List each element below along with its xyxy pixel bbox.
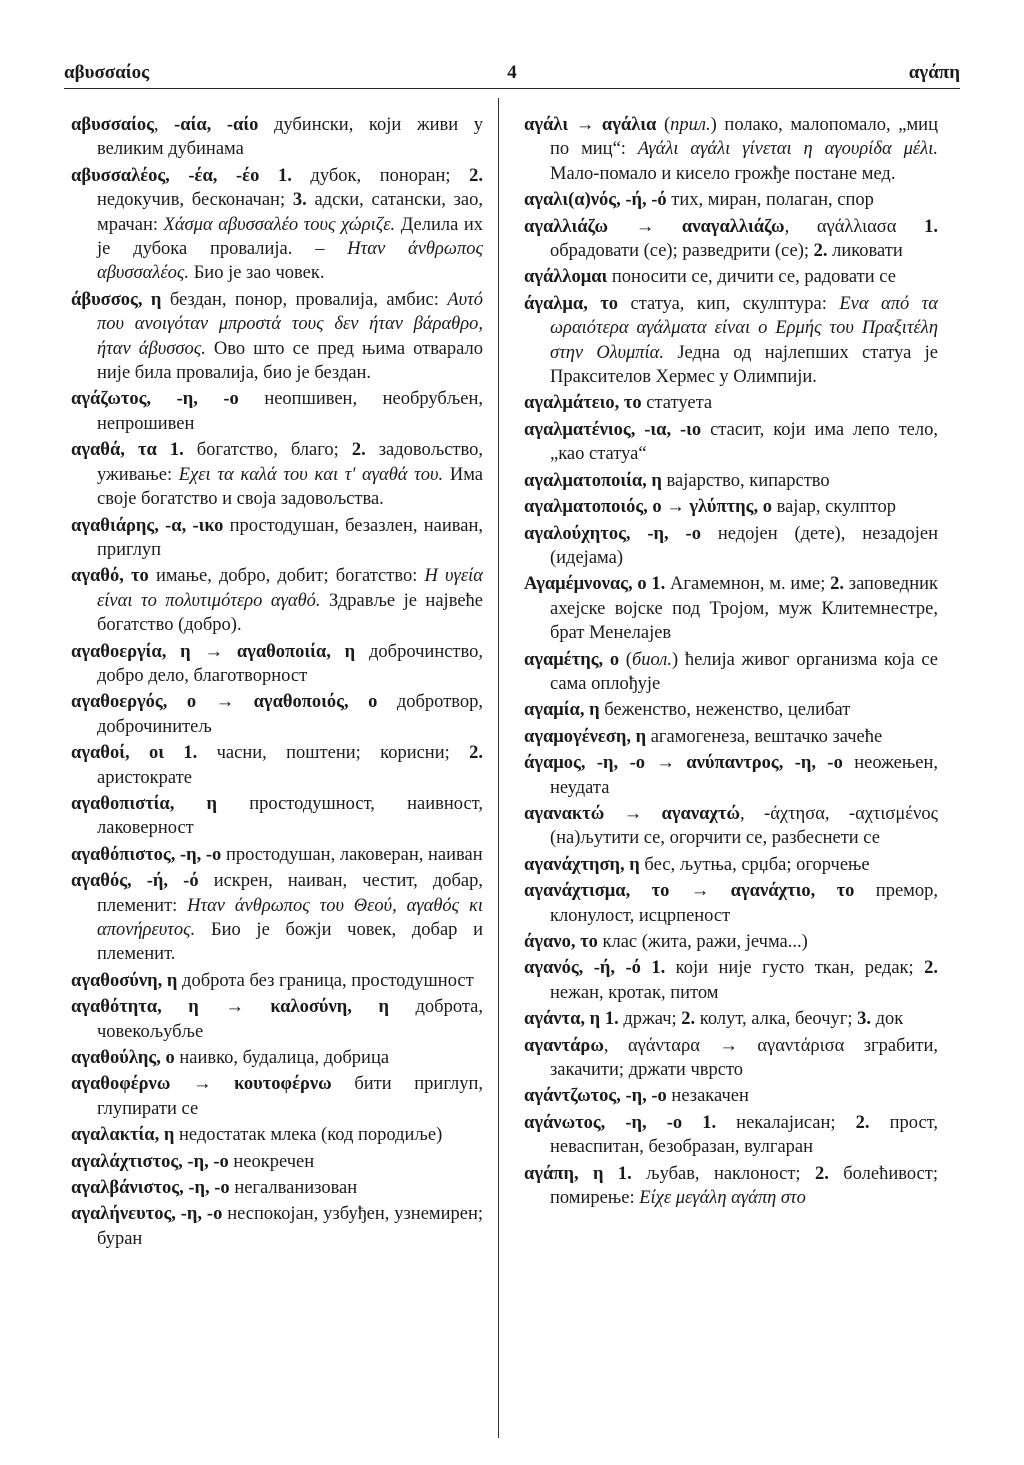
headword: 3. <box>292 190 307 211</box>
example-text: Είχε μεγάλη αγάπη στο <box>639 1188 806 1209</box>
headword: άβυσσος, η <box>71 289 162 310</box>
definition-text: статуета <box>641 393 713 414</box>
dictionary-entry <box>71 690 483 739</box>
dictionary-entry <box>71 1150 483 1174</box>
definition-text: Делила их је дубока провалија. – <box>97 214 484 260</box>
definition-text: некалајисан; <box>716 1112 856 1133</box>
example-text: прил. <box>670 115 711 135</box>
headword: αγαλακτία, η <box>71 1125 175 1146</box>
dictionary-entry <box>524 215 938 264</box>
definition-text: дубок, понорaн; <box>291 165 470 186</box>
dictionary-entry <box>71 113 483 162</box>
headword: αγαθοφέρνω → κουτοφέρνω <box>71 1074 332 1095</box>
left-column <box>71 113 483 1253</box>
definition-text: љубав, наклоност; <box>631 1163 815 1184</box>
example-text: Εχει τα καλά του και τ' αγαθά του. <box>178 464 444 485</box>
dictionary-entry <box>524 188 938 212</box>
definition-text: агамогенеза, вештачко зачеће <box>646 726 883 747</box>
definition-text: дубински, који живи у великим дубинама <box>97 115 483 160</box>
definition-text: ) полако, малопомало, „миц по миц“: <box>550 115 938 160</box>
definition-text <box>682 1113 702 1133</box>
definition-text: недојен (дете), незадојен (идејама) <box>550 523 938 568</box>
dictionary-entry <box>71 995 483 1044</box>
definition-text: имање, добро, добит; богатство: <box>148 566 425 587</box>
example-text: Αγάλι αγάλι γίνεται η αγουρίδα μέλι. <box>637 139 938 160</box>
dictionary-entry <box>71 288 483 386</box>
dictionary-entry <box>71 1123 483 1147</box>
definition-text: држач; <box>618 1009 682 1030</box>
headword: αγαλι(α)νός, -ή, -ό <box>524 190 667 211</box>
dictionary-entry <box>524 751 938 800</box>
dictionary-entry <box>524 698 938 722</box>
headword: 1. <box>924 216 938 237</box>
dictionary-entry <box>524 1111 938 1160</box>
definition-text: богатство, благо; <box>183 440 352 461</box>
headword: αγαθοεργία, η → αγαθοποιία, η <box>71 641 356 662</box>
headword: αγαλματοποιός, ο → γλύπτης, ο <box>524 497 772 518</box>
definition-text: бес, љутња, срџба; огорчење <box>639 854 870 875</box>
headword: αγάντα, η <box>524 1009 601 1030</box>
dictionary-entry <box>524 391 938 415</box>
definition-text: ( <box>656 115 671 135</box>
headword: 1. <box>183 743 198 764</box>
definition-text: Био је зао човек. <box>189 263 325 284</box>
dictionary-entry <box>524 1084 938 1108</box>
dictionary-entry <box>524 495 938 519</box>
headword: αγαλμάτειο, το <box>524 393 642 414</box>
definition-text: задовољство, уживање: <box>97 440 483 485</box>
definition-text: клас (жита, ражи, јечма...) <box>597 932 808 952</box>
headword: 2. <box>681 1009 696 1030</box>
definition-text <box>164 743 183 763</box>
example-text: Η υγεία είναι το πολυτιμότερο αγαθό. <box>97 566 483 611</box>
example-text: Ηταν άνθρωπος αβυσσαλέος. <box>97 239 483 284</box>
headword: -αία, -αίο <box>174 115 259 135</box>
dictionary-entry <box>71 438 483 511</box>
headword: 2. <box>351 440 366 461</box>
dictionary-entry <box>71 843 483 867</box>
headword: 1. <box>604 1009 619 1030</box>
headword: αγαθό, το <box>71 566 149 587</box>
headword: αγάπη, η <box>524 1163 604 1184</box>
headword: αγαμέτης, ο <box>524 649 620 670</box>
definition-text: аристократе <box>97 767 192 788</box>
dictionary-entry <box>71 1202 483 1251</box>
dictionary-entry <box>71 792 483 841</box>
headword: αγάλλομαι <box>524 267 608 288</box>
dictionary-entry <box>524 1162 938 1211</box>
dictionary-entry <box>524 418 938 467</box>
dictionary-entry <box>524 522 938 571</box>
definition-text: добротвор, доброчинитељ <box>97 692 484 737</box>
headword: αγαθά, τα <box>71 440 157 461</box>
definition-text: Агамемнон, м. име; <box>665 574 831 595</box>
headword: αγαθός, -ή, -ό <box>71 871 199 892</box>
definition-text: неожењен, неудата <box>550 753 938 798</box>
definition-text: беженство, неженство, целибат <box>599 700 851 721</box>
dictionary-entry <box>71 1072 483 1121</box>
headword: 1. <box>617 1163 632 1184</box>
example-text: Χάσμα αβυσσαλέο τους χώριζε. <box>163 214 396 235</box>
definition-text: доброта без граница, простодушност <box>177 970 474 991</box>
headword: 1. <box>702 1112 717 1133</box>
definition-text: бездан, понор, провалија, амбис: <box>161 289 448 310</box>
headword: αγαθιάρης, -α, -ικο <box>71 515 224 536</box>
running-head-right: αγάπη <box>908 62 960 83</box>
definition-text: ) ћелија живог организма која се сама оплођује <box>550 649 938 694</box>
definition-text: простодушан, лаковеран, наиван <box>221 844 483 865</box>
headword: αγαθότητα, η → καλοσύνη, η <box>71 997 389 1018</box>
definition-text: ( <box>619 649 632 670</box>
headword: αγανάχτισμα, το → αγανάχτιο, το <box>524 881 855 902</box>
dictionary-entry <box>524 725 938 749</box>
headword: 2. <box>830 574 844 595</box>
dictionary-entry <box>71 564 483 637</box>
definition-text: прост, неваспитан, безобразан, вулгаран <box>550 1112 938 1158</box>
headword: αγανακτώ → αγαναχτώ <box>524 803 741 824</box>
dictionary-entry <box>524 802 938 851</box>
definition-text: Ово што се пред њима отварало није била провалија, био је бездан. <box>97 338 484 384</box>
example-text: Ηταν άνθρωπος του Θεού, αγαθός κι απονήρευτος. <box>97 895 483 940</box>
definition-text: заповедник ахејске војске под Тројом, муж Клитемнестре, брат Менелајев <box>550 574 938 644</box>
dictionary-entry <box>71 1176 483 1200</box>
definition-text: , αγάνταρα → αγαντάρισα зграбити, закачити; држати чврсто <box>550 1035 938 1081</box>
definition-text: тих, миран, полаган, спор <box>666 190 874 211</box>
headword: αγάντζωτος, -η, -ο <box>524 1086 667 1107</box>
definition-text: простодушност, наивност, лаковерност <box>97 793 483 839</box>
dictionary-entry <box>524 648 938 697</box>
right-column <box>524 113 938 1212</box>
headword: Αγαμέμνονας, ο <box>524 574 647 595</box>
definition-text: неспокојан, узбуђен, узнемирен; буран <box>97 1204 484 1249</box>
dictionary-entry <box>524 879 938 928</box>
headword: αγαθοσύνη, η <box>71 970 178 991</box>
headword: αγάλι → αγάλια <box>524 115 657 135</box>
definition-text <box>603 1164 617 1184</box>
definition-text: наивко, будалица, добрица <box>174 1048 390 1069</box>
definition-text: који није густо ткан, редак; <box>665 958 925 979</box>
definition-text: неокречен <box>228 1151 315 1172</box>
headword: αγαθόπιστος, -η, -ο <box>71 844 222 865</box>
headword: αγαλήνευτος, -η, -ο <box>71 1204 223 1225</box>
headword: αγαλλιάζω → αναγαλλιάζω <box>524 216 785 237</box>
headword: αγαλβάνιστος, -η, -ο <box>71 1178 230 1199</box>
definition-text: недокучив, бесконачан; <box>97 190 293 211</box>
definition-text: премор, клонулост, исцрпеност <box>550 881 938 926</box>
definition-text <box>157 440 170 460</box>
headword: 3. <box>857 1009 871 1030</box>
headword: 2. <box>469 165 484 186</box>
column-divider <box>498 98 499 1438</box>
headword: 1. <box>651 958 666 979</box>
headword: αγαμία, η <box>524 700 600 721</box>
dictionary-entry <box>71 640 483 689</box>
definition-text: колут, алка, беочуг; <box>695 1009 858 1030</box>
headword: άγανο, το <box>524 932 598 952</box>
definition-text: нежан, кротак, питом <box>550 982 719 1003</box>
definition-text: Једна од најлепших статуа је Праксителов Хермес у Олимпији. <box>550 342 938 388</box>
headword: αγαθούλης, ο <box>71 1048 175 1069</box>
definition-text <box>259 166 278 186</box>
dictionary-entry <box>524 853 938 877</box>
headword: 2. <box>814 1163 829 1184</box>
page-number: 4 <box>507 62 517 83</box>
definition-text: доброта, човекољубље <box>97 997 483 1042</box>
dictionary-entry <box>71 164 483 286</box>
dictionary-entry <box>71 969 483 993</box>
headword: αγαλματοποιία, η <box>524 470 662 491</box>
definition-text <box>641 958 651 978</box>
headword: 1. <box>169 440 184 461</box>
headword: αγαλάχτιστος, -η, -ο <box>71 1151 229 1172</box>
example-text: Ενα από τα ωραιότερα αγάλματα είναι ο Ερμής του Πραξιτέλη στην Ολυμπία. <box>550 293 938 363</box>
dictionary-entry <box>524 1007 938 1031</box>
headword: αγαντάρω <box>524 1035 604 1056</box>
definition-text: Здравље је највеће богатство (добро). <box>97 590 483 636</box>
headword: 1. <box>277 165 292 186</box>
headword: 2. <box>924 958 938 979</box>
definition-text: часни, поштени; корисни; <box>197 743 470 764</box>
definition-text: бити приглуп, глупирати се <box>97 1074 483 1119</box>
headword: 2. <box>469 743 484 764</box>
definition-text: искрен, наиван, честит, добар, племенит: <box>97 871 484 916</box>
headword: αβυσσαλέος, -έα, -έο <box>71 165 260 186</box>
running-head-left: αβυσσαίος <box>64 62 150 83</box>
headword: αγανός, -ή, -ό <box>524 958 641 979</box>
headword: αβυσσαίος <box>71 115 154 135</box>
headword: αγαθοί, οι <box>71 743 164 764</box>
definition-text: , <box>153 115 175 135</box>
definition-text: неопшивен, необрубљен, непрошивен <box>97 389 483 434</box>
definition-text: вајар, скулптор <box>771 497 896 518</box>
definition-text: болећивост; помирење: <box>550 1163 938 1209</box>
headword: αγάζωτος, -η, -ο <box>71 389 239 410</box>
definition-text: поносити се, дичити се, радовати се <box>607 267 896 288</box>
definition-text: , -άχτησα, -αχτισμένος (на)љутити се, огорчити се, разбеснети се <box>550 803 938 849</box>
dictionary-entry <box>71 869 483 967</box>
dictionary-entry <box>524 469 938 493</box>
definition-text: незакачен <box>666 1086 749 1107</box>
dictionary-entry <box>524 930 938 954</box>
dictionary-entry <box>524 292 938 390</box>
definition-text: простодушан, безазлен, наиван, приглуп <box>97 515 483 560</box>
headword: 1. <box>651 574 666 595</box>
example-text: Αυτό που ανοιγόταν μπροστά τους δεν ήταν βάραθρο, ήταν άβυσσος. <box>97 289 483 359</box>
definition-text: ликовати <box>827 241 903 262</box>
definition-text: доброчинство, добро дело, благотворност <box>97 641 483 686</box>
dictionary-entry <box>524 113 938 186</box>
dictionary-entry <box>71 514 483 563</box>
definition-text: статуа, кип, скулптура: <box>618 293 840 314</box>
definition-text: вајарство, кипарство <box>661 470 830 491</box>
definition-text: недостатак млека (код породиље) <box>174 1125 443 1146</box>
headword: 2. <box>855 1112 870 1133</box>
dictionary-entry <box>524 1034 938 1083</box>
definition-text: Има своје богатство и своја задовољства. <box>97 464 483 510</box>
definition-text: адски, сатански, зао, мрачан: <box>97 190 483 235</box>
dictionary-entry <box>524 956 938 1005</box>
headword: άγαλμα, το <box>524 293 619 314</box>
dictionary-entry <box>71 387 483 436</box>
headword: 2. <box>813 241 828 262</box>
dictionary-entry <box>524 265 938 289</box>
definition-text: негалванизован <box>229 1178 358 1199</box>
headword: αγαθοπιστία, η <box>71 793 218 814</box>
dictionary-entry <box>71 741 483 790</box>
headword: αγαθοεργός, ο → αγαθοποιός, ο <box>71 692 378 713</box>
headword: άγαμος, -η, -ο → ανύπαντρος, -η, -ο <box>524 753 843 774</box>
definition-text: обрадовати (се); разведрити (се); <box>550 241 814 262</box>
definition-text: док <box>871 1009 904 1030</box>
headword: αγάνωτος, -η, -ο <box>524 1112 683 1133</box>
definition-text: , αγάλλιασα <box>784 216 925 237</box>
headword: αγαλματένιος, -ια, -ιο <box>524 419 702 440</box>
dictionary-entry <box>524 572 938 645</box>
headword: αγαμογένεση, η <box>524 726 647 747</box>
headword: αγανάχτηση, η <box>524 854 640 875</box>
example-text: биол. <box>631 649 673 670</box>
headword: αγαλούχητος, -η, -ο <box>524 523 701 544</box>
definition-text: Мало-помало и кисело грожђе постане мед. <box>550 163 896 184</box>
definition-text: стасит, који има лепо тело, „као статуа“ <box>550 419 938 465</box>
page-header <box>64 58 960 89</box>
definition-text: Био је божји човек, добар и племенит. <box>97 920 483 965</box>
dictionary-entry <box>71 1046 483 1070</box>
